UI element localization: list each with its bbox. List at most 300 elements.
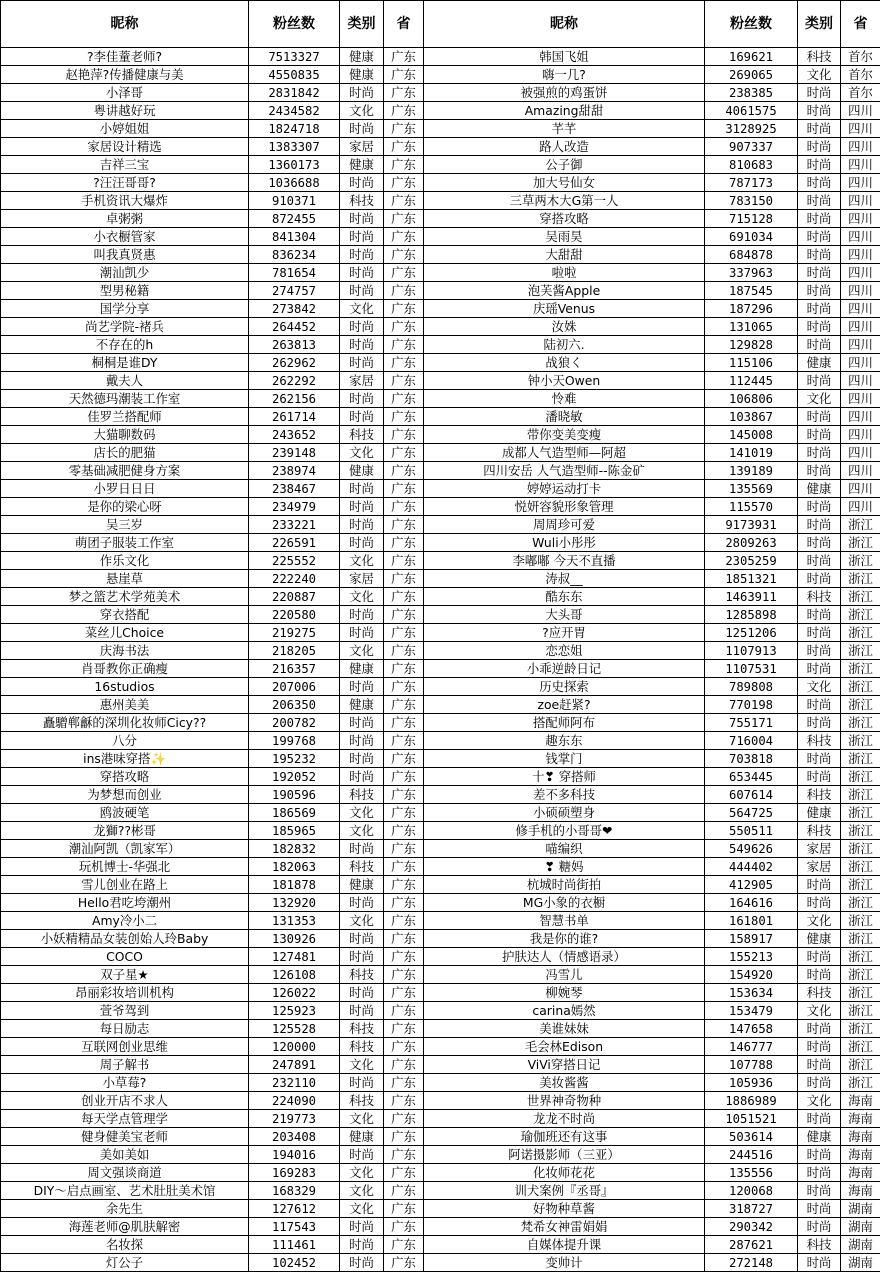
- category-cell-left: 科技: [340, 858, 384, 876]
- category-cell-left: 文化: [340, 1056, 384, 1074]
- province-cell-right: 浙江: [841, 966, 880, 984]
- table-row: [1, 786, 880, 804]
- nickname-cell-right: 大甜甜: [424, 246, 705, 264]
- followers-cell-left: 126022: [249, 984, 340, 1002]
- table-row: [1, 48, 880, 66]
- nickname-cell-left: 雪儿创业在路上: [1, 876, 249, 894]
- province-cell-left: 广东: [384, 462, 424, 480]
- nickname-cell-right: 小硕硕塑身: [424, 804, 705, 822]
- nickname-cell-right: 四川安岳 人气造型师--陈金矿: [424, 462, 705, 480]
- nickname-cell-right: 酷东东: [424, 588, 705, 606]
- nickname-cell-left: 潮汕阿凯（凯家军）: [1, 840, 249, 858]
- nickname-cell-right: 柳婉琴: [424, 984, 705, 1002]
- category-cell-left: 时尚: [340, 264, 384, 282]
- followers-cell-right: 412905: [705, 876, 798, 894]
- followers-cell-left: 910371: [249, 192, 340, 210]
- followers-cell-right: 164616: [705, 894, 798, 912]
- nickname-cell-left: 海莲老师@肌肤解密: [1, 1218, 249, 1236]
- province-cell-left: 广东: [384, 786, 424, 804]
- category-cell-right: 时尚: [798, 408, 841, 426]
- nickname-cell-right: 嗨一几?: [424, 66, 705, 84]
- category-cell-left: 科技: [340, 426, 384, 444]
- followers-cell-left: 273842: [249, 300, 340, 318]
- province-cell-left: 广东: [384, 120, 424, 138]
- nickname-cell-right: 趣东东: [424, 732, 705, 750]
- category-cell-right: 时尚: [798, 894, 841, 912]
- followers-cell-right: 550511: [705, 822, 798, 840]
- followers-cell-left: 219773: [249, 1110, 340, 1128]
- nickname-cell-left: 萱爷驾到: [1, 1002, 249, 1020]
- nickname-cell-left: 周子解书: [1, 1056, 249, 1074]
- followers-cell-left: 218205: [249, 642, 340, 660]
- nickname-cell-right: 带你变美变瘦: [424, 426, 705, 444]
- followers-cell-left: 182063: [249, 858, 340, 876]
- province-cell-right: 首尔: [841, 84, 880, 102]
- category-cell-left: 时尚: [340, 984, 384, 1002]
- followers-cell-left: 131353: [249, 912, 340, 930]
- nickname-cell-right: 十❣ 穿搭师: [424, 768, 705, 786]
- category-cell-left: 文化: [340, 822, 384, 840]
- nickname-cell-left: 大猫聊数码: [1, 426, 249, 444]
- nickname-cell-right: 李嘟嘟 今天不直播: [424, 552, 705, 570]
- followers-cell-left: 238974: [249, 462, 340, 480]
- province-cell-left: 广东: [384, 408, 424, 426]
- nickname-cell-right: 喵编织: [424, 840, 705, 858]
- followers-cell-left: 207006: [249, 678, 340, 696]
- category-cell-right: 健康: [798, 480, 841, 498]
- table-row: [1, 120, 880, 138]
- followers-cell-right: 115106: [705, 354, 798, 372]
- province-cell-left: 广东: [384, 498, 424, 516]
- category-cell-left: 健康: [340, 876, 384, 894]
- nickname-cell-left: 惠州美美: [1, 696, 249, 714]
- table-row: [1, 498, 880, 516]
- followers-cell-right: 106806: [705, 390, 798, 408]
- table-row: [1, 1020, 880, 1038]
- nickname-cell-left: 健身健美宝老师: [1, 1128, 249, 1146]
- province-cell-left: 广东: [384, 1020, 424, 1038]
- table-row: [1, 426, 880, 444]
- province-cell-left: 广东: [384, 912, 424, 930]
- nickname-cell-right: 小乖逆龄日记: [424, 660, 705, 678]
- table-row: [1, 912, 880, 930]
- nickname-cell-right: 好物种草酱: [424, 1200, 705, 1218]
- category-cell-right: 时尚: [798, 966, 841, 984]
- province-cell-left: 广东: [384, 750, 424, 768]
- nickname-cell-left: 赵艳萍?传播健康与美: [1, 66, 249, 84]
- followers-cell-left: 125528: [249, 1020, 340, 1038]
- followers-cell-left: 238467: [249, 480, 340, 498]
- province-cell-left: 广东: [384, 102, 424, 120]
- table-row: [1, 552, 880, 570]
- followers-cell-right: 9173931: [705, 516, 798, 534]
- nickname-cell-left: 零基础减肥健身方案: [1, 462, 249, 480]
- nickname-cell-right: 泡芙酱Apple: [424, 282, 705, 300]
- nickname-cell-left: 潮汕凯少: [1, 264, 249, 282]
- table-row: [1, 948, 880, 966]
- category-cell-right: 时尚: [798, 948, 841, 966]
- province-cell-left: 广东: [384, 1092, 424, 1110]
- category-cell-left: 时尚: [340, 1254, 384, 1272]
- nickname-cell-right: 周周珍可爱: [424, 516, 705, 534]
- nickname-cell-left: 吴三岁: [1, 516, 249, 534]
- table-row: [1, 1092, 880, 1110]
- nickname-cell-right: MG小象的衣橱: [424, 894, 705, 912]
- nickname-cell-right: 瑜伽班还有这事: [424, 1128, 705, 1146]
- followers-cell-right: 1851321: [705, 570, 798, 588]
- province-cell-right: 四川: [841, 354, 880, 372]
- province-cell-left: 广东: [384, 282, 424, 300]
- category-cell-left: 健康: [340, 48, 384, 66]
- nickname-cell-right: 穿搭攻略: [424, 210, 705, 228]
- followers-cell-left: 203408: [249, 1128, 340, 1146]
- table-row: [1, 156, 880, 174]
- category-cell-right: 健康: [798, 804, 841, 822]
- followers-cell-right: 154920: [705, 966, 798, 984]
- nickname-cell-right: 智慧书单: [424, 912, 705, 930]
- followers-cell-left: 127481: [249, 948, 340, 966]
- province-cell-left: 广东: [384, 192, 424, 210]
- followers-cell-left: 220887: [249, 588, 340, 606]
- province-cell-right: 四川: [841, 372, 880, 390]
- nickname-cell-right: 吴雨昊: [424, 228, 705, 246]
- nickname-cell-right: 啦啦: [424, 264, 705, 282]
- province-cell-right: 海南: [841, 1128, 880, 1146]
- category-cell-left: 时尚: [340, 84, 384, 102]
- province-cell-right: 浙江: [841, 822, 880, 840]
- category-cell-right: 科技: [798, 48, 841, 66]
- province-cell-left: 广东: [384, 714, 424, 732]
- category-cell-left: 健康: [340, 156, 384, 174]
- followers-cell-right: 787173: [705, 174, 798, 192]
- category-cell-left: 时尚: [340, 336, 384, 354]
- nickname-cell-left: 庆海书法: [1, 642, 249, 660]
- province-cell-left: 广东: [384, 138, 424, 156]
- province-cell-right: 四川: [841, 336, 880, 354]
- followers-cell-left: 222240: [249, 570, 340, 588]
- table-row: [1, 1182, 880, 1200]
- province-cell-left: 广东: [384, 858, 424, 876]
- category-cell-left: 时尚: [340, 516, 384, 534]
- followers-cell-right: 783150: [705, 192, 798, 210]
- header-row: [1, 1, 880, 48]
- province-cell-left: 广东: [384, 1218, 424, 1236]
- category-cell-left: 时尚: [340, 354, 384, 372]
- category-cell-left: 时尚: [340, 408, 384, 426]
- category-cell-left: 时尚: [340, 210, 384, 228]
- table-row: [1, 1218, 880, 1236]
- category-cell-right: 时尚: [798, 570, 841, 588]
- followers-cell-right: 907337: [705, 138, 798, 156]
- followers-cell-left: 239148: [249, 444, 340, 462]
- nickname-cell-right: 三草两木大G第一人: [424, 192, 705, 210]
- nickname-cell-right: 历史探索: [424, 678, 705, 696]
- province-cell-right: 四川: [841, 210, 880, 228]
- nickname-cell-left: 手机资讯大爆炸: [1, 192, 249, 210]
- province-cell-right: 四川: [841, 300, 880, 318]
- province-cell-left: 广东: [384, 210, 424, 228]
- province-cell-right: 浙江: [841, 1074, 880, 1092]
- followers-cell-left: 264452: [249, 318, 340, 336]
- province-cell-left: 广东: [384, 1236, 424, 1254]
- followers-cell-right: 135556: [705, 1164, 798, 1182]
- followers-cell-right: 1107531: [705, 660, 798, 678]
- province-cell-left: 广东: [384, 48, 424, 66]
- nickname-cell-right: 韩国飞姐: [424, 48, 705, 66]
- category-cell-right: 健康: [798, 1128, 841, 1146]
- province-cell-left: 广东: [384, 696, 424, 714]
- province-cell-right: 浙江: [841, 840, 880, 858]
- table-row: [1, 984, 880, 1002]
- followers-cell-right: 564725: [705, 804, 798, 822]
- nickname-cell-left: 悬崖草: [1, 570, 249, 588]
- province-cell-right: 海南: [841, 1146, 880, 1164]
- nickname-cell-right: 潘晓敏: [424, 408, 705, 426]
- province-cell-left: 广东: [384, 1128, 424, 1146]
- followers-cell-right: 703818: [705, 750, 798, 768]
- followers-cell-left: 7513327: [249, 48, 340, 66]
- province-cell-right: 浙江: [841, 858, 880, 876]
- province-cell-right: 四川: [841, 102, 880, 120]
- nickname-cell-right: 化妆师花花: [424, 1164, 705, 1182]
- followers-cell-right: 716004: [705, 732, 798, 750]
- followers-cell-left: 125923: [249, 1002, 340, 1020]
- header-followers-left: 粉丝数: [249, 1, 340, 48]
- category-cell-left: 时尚: [340, 768, 384, 786]
- province-cell-left: 广东: [384, 1146, 424, 1164]
- nickname-cell-left: 玩机博士-华强北: [1, 858, 249, 876]
- table-row: [1, 66, 880, 84]
- table-row: [1, 300, 880, 318]
- nickname-cell-right: 梵希女神雷娟娟: [424, 1218, 705, 1236]
- nickname-cell-left: 卓粥粥: [1, 210, 249, 228]
- province-cell-left: 广东: [384, 624, 424, 642]
- nickname-cell-left: 佳罗兰搭配师: [1, 408, 249, 426]
- nickname-cell-right: ?应开胃: [424, 624, 705, 642]
- nickname-cell-left: COCO: [1, 948, 249, 966]
- category-cell-right: 时尚: [798, 1038, 841, 1056]
- province-cell-left: 广东: [384, 426, 424, 444]
- nickname-cell-right: Amazing甜甜: [424, 102, 705, 120]
- followers-cell-left: 1383307: [249, 138, 340, 156]
- category-cell-left: 家居: [340, 570, 384, 588]
- province-cell-right: 海南: [841, 1110, 880, 1128]
- province-cell-right: 浙江: [841, 588, 880, 606]
- category-cell-left: 时尚: [340, 1002, 384, 1020]
- followers-cell-right: 238385: [705, 84, 798, 102]
- province-cell-right: 海南: [841, 1092, 880, 1110]
- table-row: [1, 462, 880, 480]
- nickname-cell-right: 杭城时尚街拍: [424, 876, 705, 894]
- followers-cell-left: 781654: [249, 264, 340, 282]
- followers-cell-right: 169621: [705, 48, 798, 66]
- category-cell-left: 科技: [340, 1038, 384, 1056]
- province-cell-right: 浙江: [841, 714, 880, 732]
- followers-cell-right: 318727: [705, 1200, 798, 1218]
- province-cell-left: 广东: [384, 228, 424, 246]
- nickname-cell-right: 钱掌门: [424, 750, 705, 768]
- followers-cell-right: 147658: [705, 1020, 798, 1038]
- province-cell-right: 浙江: [841, 1038, 880, 1056]
- nickname-cell-left: 小罗日日日: [1, 480, 249, 498]
- category-cell-left: 科技: [340, 192, 384, 210]
- nickname-cell-left: 型男秘籍: [1, 282, 249, 300]
- nickname-cell-left: 矗驓郸龢的深圳化妆师Cicy??: [1, 714, 249, 732]
- province-cell-left: 广东: [384, 444, 424, 462]
- nickname-cell-right: 世界神奇物种: [424, 1092, 705, 1110]
- category-cell-left: 时尚: [340, 282, 384, 300]
- nickname-cell-left: 是你的梁心呀: [1, 498, 249, 516]
- followers-cell-left: 262292: [249, 372, 340, 390]
- header-nickname-left: 昵称: [1, 1, 249, 48]
- nickname-cell-left: 互联网创业思维: [1, 1038, 249, 1056]
- followers-cell-right: 290342: [705, 1218, 798, 1236]
- category-cell-left: 时尚: [340, 228, 384, 246]
- province-cell-left: 广东: [384, 1164, 424, 1182]
- category-cell-left: 时尚: [340, 894, 384, 912]
- header-followers-right: 粉丝数: [705, 1, 798, 48]
- nickname-cell-right: 大头哥: [424, 606, 705, 624]
- province-cell-right: 浙江: [841, 786, 880, 804]
- table-row: [1, 1128, 880, 1146]
- followers-cell-right: 607614: [705, 786, 798, 804]
- table-row: [1, 768, 880, 786]
- table-row: [1, 966, 880, 984]
- table-row: [1, 678, 880, 696]
- nickname-cell-right: 被强煎的鸡蛋饼: [424, 84, 705, 102]
- category-cell-right: 时尚: [798, 642, 841, 660]
- followers-cell-right: 272148: [705, 1254, 798, 1272]
- category-cell-left: 时尚: [340, 606, 384, 624]
- province-cell-right: 四川: [841, 426, 880, 444]
- province-cell-left: 广东: [384, 336, 424, 354]
- followers-cell-right: 120068: [705, 1182, 798, 1200]
- category-cell-left: 健康: [340, 1128, 384, 1146]
- province-cell-right: 浙江: [841, 1002, 880, 1020]
- nickname-cell-right: 自媒体提升课: [424, 1236, 705, 1254]
- province-cell-left: 广东: [384, 588, 424, 606]
- followers-cell-right: 244516: [705, 1146, 798, 1164]
- table-body: [1, 48, 880, 1272]
- category-cell-right: 文化: [798, 1002, 841, 1020]
- nickname-cell-right: 怜难: [424, 390, 705, 408]
- category-cell-left: 时尚: [340, 1218, 384, 1236]
- header-province-right: 省: [841, 1, 880, 48]
- followers-cell-right: 187296: [705, 300, 798, 318]
- followers-cell-right: 161801: [705, 912, 798, 930]
- province-cell-left: 广东: [384, 606, 424, 624]
- table-row: [1, 354, 880, 372]
- nickname-cell-left: ins港味穿搭✨: [1, 750, 249, 768]
- followers-cell-left: 233221: [249, 516, 340, 534]
- table-row: [1, 534, 880, 552]
- followers-cell-left: 200782: [249, 714, 340, 732]
- nickname-cell-left: 16studios: [1, 678, 249, 696]
- nickname-cell-right: 龙龙不时尚: [424, 1110, 705, 1128]
- nickname-cell-right: carina嫣然: [424, 1002, 705, 1020]
- nickname-cell-right: 恋恋姐: [424, 642, 705, 660]
- table-row: [1, 1146, 880, 1164]
- category-cell-right: 文化: [798, 912, 841, 930]
- table-row: [1, 750, 880, 768]
- nickname-cell-right: Wuli小彤彤: [424, 534, 705, 552]
- table-row: [1, 804, 880, 822]
- nickname-cell-left: 八分: [1, 732, 249, 750]
- province-cell-left: 广东: [384, 480, 424, 498]
- followers-cell-left: 186569: [249, 804, 340, 822]
- nickname-cell-left: 穿搭攻略: [1, 768, 249, 786]
- header-category-left: 类别: [340, 1, 384, 48]
- table-row: [1, 858, 880, 876]
- province-cell-right: 四川: [841, 156, 880, 174]
- category-cell-right: 时尚: [798, 462, 841, 480]
- followers-cell-right: 103867: [705, 408, 798, 426]
- followers-cell-left: 841304: [249, 228, 340, 246]
- province-cell-right: 浙江: [841, 660, 880, 678]
- nickname-cell-right: zoe赶紧?: [424, 696, 705, 714]
- nickname-cell-left: 家居设计精选: [1, 138, 249, 156]
- nickname-cell-left: 作乐文化: [1, 552, 249, 570]
- followers-cell-left: 102452: [249, 1254, 340, 1272]
- followers-cell-left: 1824718: [249, 120, 340, 138]
- followers-cell-right: 146777: [705, 1038, 798, 1056]
- category-cell-right: 时尚: [798, 1218, 841, 1236]
- category-cell-right: 时尚: [798, 660, 841, 678]
- category-cell-right: 时尚: [798, 1110, 841, 1128]
- nickname-cell-right: 汝姝: [424, 318, 705, 336]
- table-row: [1, 516, 880, 534]
- nickname-cell-left: 昂丽彩妆培训机构: [1, 984, 249, 1002]
- followers-cell-left: 181878: [249, 876, 340, 894]
- province-cell-left: 广东: [384, 264, 424, 282]
- province-cell-right: 四川: [841, 264, 880, 282]
- province-cell-right: 湖南: [841, 1254, 880, 1272]
- followers-cell-right: 770198: [705, 696, 798, 714]
- province-cell-left: 广东: [384, 372, 424, 390]
- nickname-cell-left: 余先生: [1, 1200, 249, 1218]
- followers-cell-right: 715128: [705, 210, 798, 228]
- province-cell-right: 湖南: [841, 1200, 880, 1218]
- followers-cell-left: 243652: [249, 426, 340, 444]
- table-row: [1, 588, 880, 606]
- followers-cell-left: 192052: [249, 768, 340, 786]
- category-cell-left: 时尚: [340, 318, 384, 336]
- category-cell-right: 时尚: [798, 534, 841, 552]
- followers-cell-right: 789808: [705, 678, 798, 696]
- followers-cell-left: 224090: [249, 1092, 340, 1110]
- category-cell-left: 时尚: [340, 534, 384, 552]
- category-cell-left: 时尚: [340, 1146, 384, 1164]
- table-row: [1, 264, 880, 282]
- category-cell-right: 时尚: [798, 174, 841, 192]
- nickname-cell-left: 小婷姐姐: [1, 120, 249, 138]
- followers-cell-right: 1107913: [705, 642, 798, 660]
- category-cell-right: 科技: [798, 1236, 841, 1254]
- nickname-cell-right: 训犬案例『丞哥』: [424, 1182, 705, 1200]
- category-cell-left: 时尚: [340, 732, 384, 750]
- followers-cell-right: 4061575: [705, 102, 798, 120]
- nickname-cell-right: 护肤达人（情感语录）: [424, 948, 705, 966]
- province-cell-right: 浙江: [841, 624, 880, 642]
- nickname-cell-left: 店长的肥猫: [1, 444, 249, 462]
- province-cell-right: 四川: [841, 228, 880, 246]
- table-row: [1, 102, 880, 120]
- nickname-cell-right: 战狼く: [424, 354, 705, 372]
- category-cell-left: 时尚: [340, 1236, 384, 1254]
- nickname-cell-right: 变帅计: [424, 1254, 705, 1272]
- header-nickname-right: 昵称: [424, 1, 705, 48]
- province-cell-left: 广东: [384, 804, 424, 822]
